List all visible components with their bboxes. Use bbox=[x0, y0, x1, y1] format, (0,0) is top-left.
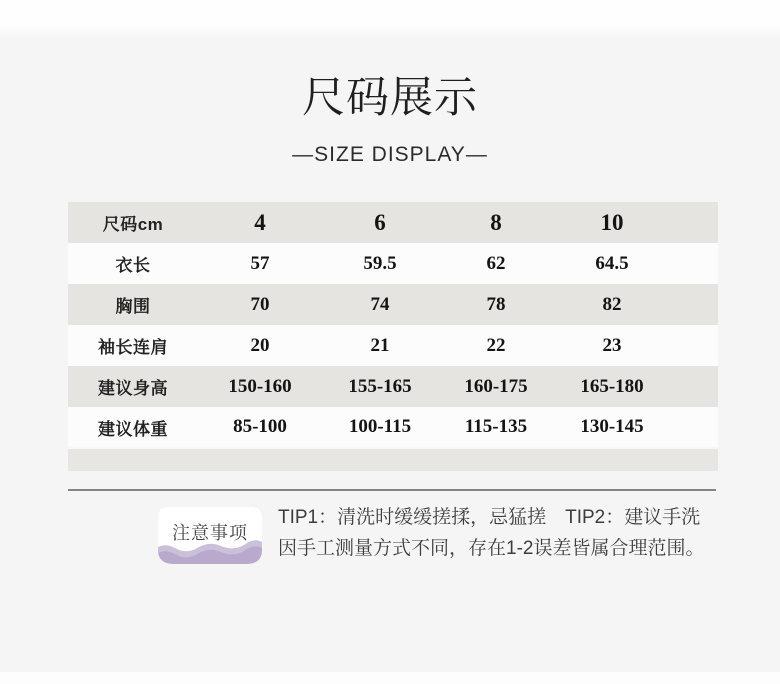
table-cell: 22 bbox=[438, 325, 554, 366]
notice-badge-label: 注意事项 bbox=[172, 523, 248, 543]
table-cell: 23 bbox=[554, 325, 670, 366]
table-cell: 115-135 bbox=[438, 407, 554, 448]
page-subtitle: —SIZE DISPLAY— bbox=[292, 143, 488, 166]
table-cell: 64.5 bbox=[554, 243, 670, 284]
section-divider bbox=[68, 489, 716, 491]
table-header-row bbox=[68, 202, 718, 243]
table-row-garment-length bbox=[68, 243, 718, 284]
row-label: 建议身高 bbox=[68, 366, 198, 407]
header-size-6: 6 bbox=[322, 202, 438, 243]
table-cell: 130-145 bbox=[554, 407, 670, 448]
table-cell: 160-175 bbox=[438, 366, 554, 407]
table-cell: 70 bbox=[198, 284, 322, 325]
row-label: 袖长连肩 bbox=[68, 325, 198, 366]
table-cell: 20 bbox=[198, 325, 322, 366]
table-row-height bbox=[68, 366, 718, 407]
table-cell: 165-180 bbox=[554, 366, 670, 407]
header-size-label: 尺码cm bbox=[68, 202, 198, 243]
table-cell: 57 bbox=[198, 243, 322, 284]
table-cell: 82 bbox=[554, 284, 670, 325]
header-size-4: 4 bbox=[198, 202, 322, 243]
table-row-weight bbox=[68, 407, 718, 448]
table-cell: 78 bbox=[438, 284, 554, 325]
table-row-sleeve bbox=[68, 325, 718, 366]
header-size-8: 8 bbox=[438, 202, 554, 243]
row-label: 胸围 bbox=[68, 284, 198, 325]
row-label: 衣长 bbox=[68, 243, 198, 284]
bottom-white-band bbox=[0, 672, 780, 684]
care-tip-line-1: TIP1：清洗时缓缓搓揉，忌猛搓 TIP2：建议手洗 bbox=[278, 507, 701, 528]
table-spacer-row bbox=[68, 448, 718, 471]
table-cell: 155-165 bbox=[322, 366, 438, 407]
care-tips bbox=[278, 502, 738, 564]
table-cell: 21 bbox=[322, 325, 438, 366]
table-cell: 85-100 bbox=[198, 407, 322, 448]
table-cell: 62 bbox=[438, 243, 554, 284]
care-tip-line-2: 因手工测量方式不同，存在1-2误差皆属合理范围。 bbox=[278, 538, 705, 559]
notice-badge bbox=[157, 506, 263, 565]
table-cell: 59.5 bbox=[322, 243, 438, 284]
table-cell: 150-160 bbox=[198, 366, 322, 407]
table-row-chest bbox=[68, 284, 718, 325]
table-cell: 74 bbox=[322, 284, 438, 325]
table-cell: 100-115 bbox=[322, 407, 438, 448]
row-label: 建议体重 bbox=[68, 407, 198, 448]
header-size-10: 10 bbox=[554, 202, 670, 243]
page-title: 尺码展示 bbox=[302, 74, 478, 122]
size-table bbox=[68, 202, 718, 471]
